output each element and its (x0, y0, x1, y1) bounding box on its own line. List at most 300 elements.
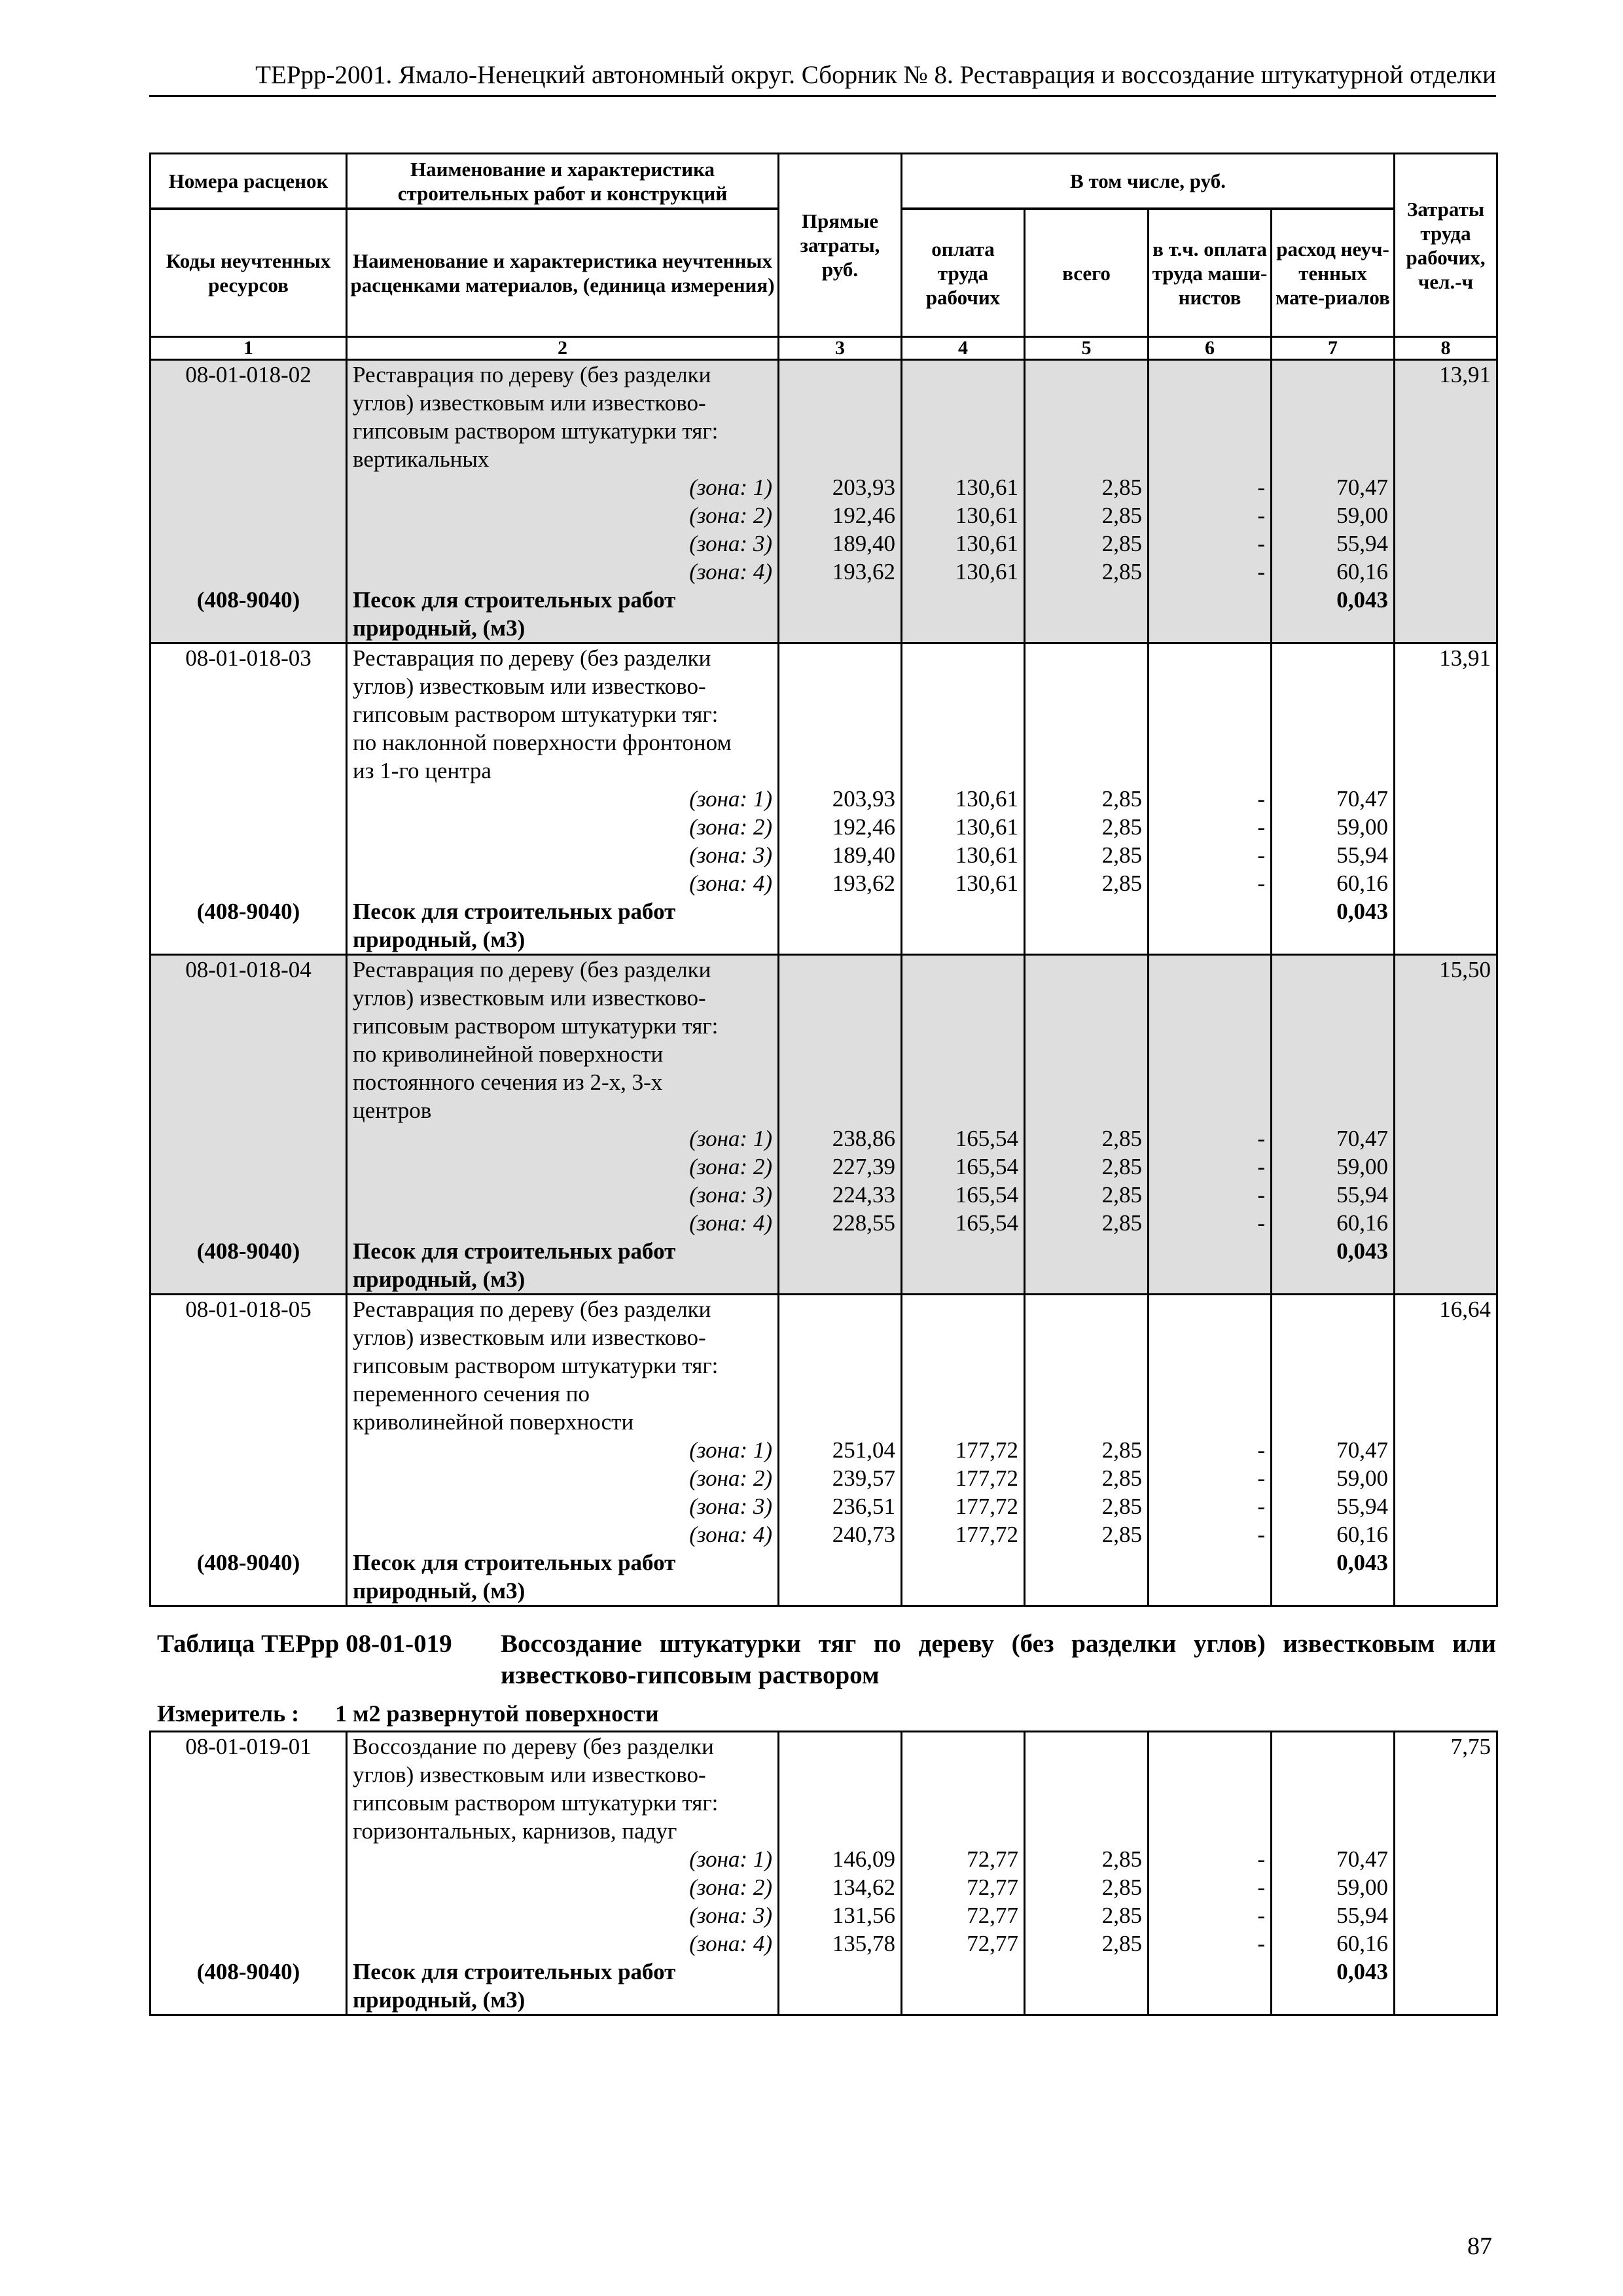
empty-cell (1395, 1181, 1497, 1209)
machines-total: 2,85 (1025, 1492, 1149, 1520)
wages: 165,54 (902, 1124, 1025, 1153)
direct-cost: 239,57 (779, 1464, 902, 1492)
empty-cell (779, 1096, 902, 1124)
resource-row (151, 925, 1497, 955)
rate-name-line: углов) известковым или известково- (347, 389, 779, 417)
rate-block (151, 955, 1497, 1295)
operator-wages: - (1149, 1209, 1272, 1237)
empty-cell (1272, 1352, 1395, 1380)
empty-cell (1025, 955, 1149, 984)
rate-name-line: центров (347, 1096, 779, 1124)
empty-cell (151, 785, 347, 813)
empty-cell (779, 1817, 902, 1845)
resource-name-line: природный, (м3) (347, 614, 779, 643)
machines-total: 2,85 (1025, 1929, 1149, 1958)
empty-cell (1395, 1958, 1497, 1986)
empty-cell (1395, 445, 1497, 473)
resource-code: (408-9040) (151, 897, 347, 925)
resource-row (151, 1577, 1497, 1606)
resource-row (151, 1265, 1497, 1295)
wages: 130,61 (902, 558, 1025, 586)
operator-wages: - (1149, 1873, 1272, 1901)
empty-cell (1025, 1012, 1149, 1040)
rate-name-row (151, 757, 1497, 785)
machines-total: 2,85 (1025, 813, 1149, 841)
zone-row (151, 1492, 1497, 1520)
empty-cell (902, 360, 1025, 389)
empty-cell (1395, 1209, 1497, 1237)
zone-row (151, 1209, 1497, 1237)
materials: 59,00 (1272, 1464, 1395, 1492)
materials: 59,00 (1272, 1153, 1395, 1181)
rate-name-line: Реставрация по дереву (без разделки (347, 1295, 779, 1324)
empty-cell (1149, 643, 1272, 673)
rate-name-line: из 1-го центра (347, 757, 779, 785)
empty-cell (779, 643, 902, 673)
empty-cell (151, 501, 347, 529)
empty-cell (1395, 1012, 1497, 1040)
empty-cell (902, 897, 1025, 925)
empty-cell (1149, 1237, 1272, 1265)
empty-cell (151, 700, 347, 728)
zone-label: (зона: 3) (347, 1181, 779, 1209)
empty-cell (1395, 1124, 1497, 1153)
empty-cell (1025, 1295, 1149, 1324)
direct-cost: 240,73 (779, 1520, 902, 1549)
empty-cell (1025, 1380, 1149, 1408)
zone-row (151, 785, 1497, 813)
empty-cell (1272, 1096, 1395, 1124)
column-number-4: 4 (902, 337, 1025, 360)
rate-title-row (151, 1295, 1497, 1324)
header-wages: оплата труда рабочих (902, 209, 1025, 337)
operator-wages: - (1149, 1492, 1272, 1520)
resource-name-line: Песок для строительных работ (347, 1237, 779, 1265)
rate-name-row (151, 728, 1497, 757)
rate-name-line: Реставрация по дереву (без разделки (347, 955, 779, 984)
zone-row (151, 1181, 1497, 1209)
empty-cell (1395, 1845, 1497, 1873)
operator-wages: - (1149, 473, 1272, 501)
header-material-name: Наименование и характеристика неучтенных расценками материалов, (единица измерения) (347, 209, 779, 337)
rate-name-row (151, 1040, 1497, 1068)
resource-name-line: Песок для строительных работ (347, 1958, 779, 1986)
empty-cell (1149, 1380, 1272, 1408)
rate-name-line: постоянного сечения из 2-х, 3-х (347, 1068, 779, 1096)
resource-code: (408-9040) (151, 586, 347, 614)
measurement-unit (157, 1699, 659, 1728)
rate-name-row (151, 1068, 1497, 1096)
empty-cell (1272, 955, 1395, 984)
zone-row (151, 869, 1497, 897)
zone-label: (зона: 1) (347, 1124, 779, 1153)
machines-total: 2,85 (1025, 1153, 1149, 1181)
empty-cell (779, 445, 902, 473)
table-title: Воссоздание штукатурки тяг по дереву (без разделки углов) известковым или известково-гипсовым раствором (501, 1630, 1496, 1689)
wages: 130,61 (902, 501, 1025, 529)
empty-cell (1395, 728, 1497, 757)
empty-cell (902, 1096, 1025, 1124)
direct-cost: 236,51 (779, 1492, 902, 1520)
rate-name-row (151, 1817, 1497, 1845)
header-material-consumption: расход неуч-тенных мате-риалов (1272, 209, 1395, 337)
direct-cost: 203,93 (779, 785, 902, 813)
resource-row (151, 586, 1497, 614)
labor-cost: 13,91 (1395, 360, 1497, 389)
empty-cell (902, 672, 1025, 700)
materials: 60,16 (1272, 558, 1395, 586)
machines-total: 2,85 (1025, 1845, 1149, 1873)
empty-cell (902, 1352, 1025, 1380)
empty-cell (779, 1012, 902, 1040)
materials: 55,94 (1272, 1492, 1395, 1520)
machines-total: 2,85 (1025, 1873, 1149, 1901)
zone-label: (зона: 3) (347, 529, 779, 558)
resource-quantity: 0,043 (1272, 1549, 1395, 1577)
empty-cell (151, 1845, 347, 1873)
zone-label: (зона: 4) (347, 869, 779, 897)
empty-cell (902, 1761, 1025, 1789)
rate-name-line: переменного сечения по (347, 1380, 779, 1408)
empty-cell (151, 841, 347, 869)
empty-cell (1395, 672, 1497, 700)
zone-row (151, 1153, 1497, 1181)
column-number-3: 3 (779, 337, 902, 360)
empty-cell (1149, 1096, 1272, 1124)
empty-cell (1272, 1732, 1395, 1761)
empty-cell (902, 389, 1025, 417)
empty-cell (902, 1380, 1025, 1408)
empty-cell (1025, 1986, 1149, 2015)
wages: 177,72 (902, 1520, 1025, 1549)
empty-cell (902, 1549, 1025, 1577)
empty-cell (1395, 1577, 1497, 1606)
operator-wages: - (1149, 813, 1272, 841)
empty-cell (151, 1761, 347, 1789)
empty-cell (1395, 1408, 1497, 1436)
empty-cell (1025, 984, 1149, 1012)
empty-cell (1272, 1817, 1395, 1845)
column-number-8: 8 (1395, 337, 1497, 360)
wages: 130,61 (902, 473, 1025, 501)
empty-cell (151, 869, 347, 897)
rate-title-row (151, 955, 1497, 984)
empty-cell (1272, 1068, 1395, 1096)
empty-cell (1272, 757, 1395, 785)
empty-cell (1025, 586, 1149, 614)
empty-cell (902, 955, 1025, 984)
empty-cell (1025, 1096, 1149, 1124)
empty-cell (151, 757, 347, 785)
empty-cell (1272, 1040, 1395, 1068)
wages: 165,54 (902, 1209, 1025, 1237)
empty-cell (1149, 1986, 1272, 2015)
rate-code: 08-01-019-01 (151, 1732, 347, 1761)
machines-total: 2,85 (1025, 1181, 1149, 1209)
rate-name-line: по наклонной поверхности фронтоном (347, 728, 779, 757)
wages: 165,54 (902, 1153, 1025, 1181)
materials: 55,94 (1272, 841, 1395, 869)
empty-cell (1149, 1323, 1272, 1352)
header-machines-total: всего (1025, 209, 1149, 337)
empty-cell (1395, 785, 1497, 813)
empty-cell (1272, 700, 1395, 728)
empty-cell (902, 1323, 1025, 1352)
empty-cell (1149, 700, 1272, 728)
rate-name-line: гипсовым раствором штукатурки тяг: (347, 1352, 779, 1380)
rate-code: 08-01-018-04 (151, 955, 347, 984)
column-number-5: 5 (1025, 337, 1149, 360)
empty-cell (151, 1901, 347, 1929)
empty-cell (1025, 1958, 1149, 1986)
empty-cell (1395, 1817, 1497, 1845)
wages: 72,77 (902, 1845, 1025, 1873)
materials: 70,47 (1272, 1845, 1395, 1873)
empty-cell (902, 1789, 1025, 1817)
empty-cell (1395, 501, 1497, 529)
empty-cell (1025, 643, 1149, 673)
empty-cell (1395, 417, 1497, 445)
resource-name-line: Песок для строительных работ (347, 1549, 779, 1577)
empty-cell (1395, 984, 1497, 1012)
resource-row (151, 1549, 1497, 1577)
table-header (151, 154, 1497, 360)
resource-row (151, 1958, 1497, 1986)
empty-cell (1395, 1265, 1497, 1295)
direct-cost: 228,55 (779, 1209, 902, 1237)
machines-total: 2,85 (1025, 1520, 1149, 1549)
empty-cell (902, 1237, 1025, 1265)
wages: 165,54 (902, 1181, 1025, 1209)
rate-code: 08-01-018-03 (151, 643, 347, 673)
empty-cell (151, 813, 347, 841)
machines-total: 2,85 (1025, 558, 1149, 586)
empty-cell (1149, 984, 1272, 1012)
materials: 60,16 (1272, 869, 1395, 897)
rate-name-row (151, 1096, 1497, 1124)
empty-cell (1149, 1958, 1272, 1986)
empty-cell (1272, 925, 1395, 955)
empty-cell (1272, 1408, 1395, 1436)
direct-cost: 146,09 (779, 1845, 902, 1873)
empty-cell (779, 1265, 902, 1295)
empty-cell (902, 614, 1025, 643)
empty-cell (151, 1436, 347, 1464)
empty-cell (1025, 1323, 1149, 1352)
empty-cell (779, 1295, 902, 1324)
rate-block (151, 1732, 1497, 2015)
empty-cell (1272, 445, 1395, 473)
empty-cell (1395, 757, 1497, 785)
empty-cell (779, 1958, 902, 1986)
empty-cell (1149, 445, 1272, 473)
empty-cell (1025, 728, 1149, 757)
empty-cell (1272, 1986, 1395, 2015)
materials: 70,47 (1272, 473, 1395, 501)
empty-cell (1025, 1577, 1149, 1606)
zone-row (151, 1464, 1497, 1492)
machines-total: 2,85 (1025, 1464, 1149, 1492)
empty-cell (779, 417, 902, 445)
empty-cell (1025, 445, 1149, 473)
zone-row (151, 1845, 1497, 1873)
empty-cell (1395, 1789, 1497, 1817)
resource-row (151, 1237, 1497, 1265)
empty-cell (779, 1352, 902, 1380)
empty-cell (1025, 672, 1149, 700)
direct-cost: 134,62 (779, 1873, 902, 1901)
rate-name-row (151, 1012, 1497, 1040)
empty-cell (779, 1732, 902, 1761)
empty-cell (1025, 360, 1149, 389)
labor-cost: 15,50 (1395, 955, 1497, 984)
empty-cell (779, 360, 902, 389)
direct-cost: 251,04 (779, 1436, 902, 1464)
operator-wages: - (1149, 1520, 1272, 1549)
header-direct-costs: Прямые затраты, руб. (779, 154, 902, 337)
empty-cell (1395, 1040, 1497, 1068)
empty-cell (1395, 1153, 1497, 1181)
rate-name-line: Реставрация по дереву (без разделки (347, 360, 779, 389)
empty-cell (151, 614, 347, 643)
empty-cell (1025, 1408, 1149, 1436)
column-number-2: 2 (347, 337, 779, 360)
empty-cell (151, 473, 347, 501)
empty-cell (779, 757, 902, 785)
empty-cell (779, 1068, 902, 1096)
rate-block (151, 643, 1497, 955)
zone-row (151, 1929, 1497, 1958)
empty-cell (1395, 1380, 1497, 1408)
zone-row (151, 529, 1497, 558)
zone-row (151, 473, 1497, 501)
empty-cell (1395, 1352, 1497, 1380)
zone-label: (зона: 2) (347, 1464, 779, 1492)
empty-cell (1395, 1761, 1497, 1789)
operator-wages: - (1149, 1464, 1272, 1492)
empty-cell (1395, 841, 1497, 869)
operator-wages: - (1149, 1181, 1272, 1209)
empty-cell (151, 1265, 347, 1295)
operator-wages: - (1149, 1436, 1272, 1464)
empty-cell (1149, 1012, 1272, 1040)
zone-label: (зона: 2) (347, 1873, 779, 1901)
empty-cell (151, 529, 347, 558)
rate-name-row (151, 984, 1497, 1012)
empty-cell (151, 1124, 347, 1153)
machines-total: 2,85 (1025, 1209, 1149, 1237)
empty-cell (779, 1040, 902, 1068)
empty-cell (1025, 1732, 1149, 1761)
empty-cell (902, 1068, 1025, 1096)
operator-wages: - (1149, 1124, 1272, 1153)
zone-row (151, 1873, 1497, 1901)
wages: 130,61 (902, 813, 1025, 841)
empty-cell (1272, 984, 1395, 1012)
resource-row (151, 897, 1497, 925)
zone-label: (зона: 3) (347, 1492, 779, 1520)
empty-cell (779, 925, 902, 955)
machines-total: 2,85 (1025, 869, 1149, 897)
materials: 60,16 (1272, 1209, 1395, 1237)
wages: 72,77 (902, 1873, 1025, 1901)
rate-name-row (151, 1789, 1497, 1817)
empty-cell (902, 700, 1025, 728)
empty-cell (779, 984, 902, 1012)
resource-row (151, 614, 1497, 643)
labor-cost: 7,75 (1395, 1732, 1497, 1761)
empty-cell (1149, 757, 1272, 785)
resource-name-line: природный, (м3) (347, 1265, 779, 1295)
empty-cell (902, 1732, 1025, 1761)
rate-code: 08-01-018-05 (151, 1295, 347, 1324)
rates-table-019 (149, 1731, 1498, 2016)
empty-cell (1025, 700, 1149, 728)
zone-label: (зона: 4) (347, 558, 779, 586)
empty-cell (1149, 360, 1272, 389)
empty-cell (151, 1492, 347, 1520)
zone-row (151, 558, 1497, 586)
resource-row (151, 1986, 1497, 2015)
header-work-name: Наименование и характеристика строительных работ и конструкций (347, 154, 779, 209)
empty-cell (1395, 1492, 1497, 1520)
wages: 130,61 (902, 841, 1025, 869)
materials: 55,94 (1272, 529, 1395, 558)
direct-cost: 192,46 (779, 813, 902, 841)
rate-name-line: углов) известковым или известково- (347, 1761, 779, 1789)
zone-label: (зона: 4) (347, 1929, 779, 1958)
empty-cell (779, 389, 902, 417)
direct-cost: 193,62 (779, 869, 902, 897)
empty-cell (779, 897, 902, 925)
empty-cell (1272, 1265, 1395, 1295)
empty-cell (1149, 1408, 1272, 1436)
empty-cell (151, 1520, 347, 1549)
direct-cost: 224,33 (779, 1181, 902, 1209)
empty-cell (1025, 417, 1149, 445)
empty-cell (151, 1817, 347, 1845)
empty-cell (902, 1012, 1025, 1040)
empty-cell (1149, 1577, 1272, 1606)
empty-cell (151, 1789, 347, 1817)
empty-cell (902, 1986, 1025, 2015)
empty-cell (1149, 1068, 1272, 1096)
empty-cell (151, 925, 347, 955)
empty-cell (1149, 1817, 1272, 1845)
empty-cell (1025, 757, 1149, 785)
empty-cell (902, 643, 1025, 673)
rate-name-row (151, 1408, 1497, 1436)
operator-wages: - (1149, 529, 1272, 558)
empty-cell (779, 1986, 902, 2015)
empty-cell (779, 1237, 902, 1265)
empty-cell (1025, 1040, 1149, 1068)
empty-cell (1025, 614, 1149, 643)
machines-total: 2,85 (1025, 785, 1149, 813)
wages: 177,72 (902, 1492, 1025, 1520)
rate-name-line: Воссоздание по дереву (без разделки (347, 1732, 779, 1761)
running-header: ТЕРрр-2001. Ямало-Ненецкий автономный округ. Сборник № 8. Реставрация и воссоздание штукатурной отделки (149, 54, 1496, 97)
empty-cell (151, 445, 347, 473)
labor-cost: 13,91 (1395, 643, 1497, 673)
operator-wages: - (1149, 1845, 1272, 1873)
direct-cost: 135,78 (779, 1929, 902, 1958)
zone-row (151, 1520, 1497, 1549)
empty-cell (151, 1209, 347, 1237)
empty-cell (1149, 1732, 1272, 1761)
empty-cell (1272, 1789, 1395, 1817)
empty-cell (902, 1408, 1025, 1436)
